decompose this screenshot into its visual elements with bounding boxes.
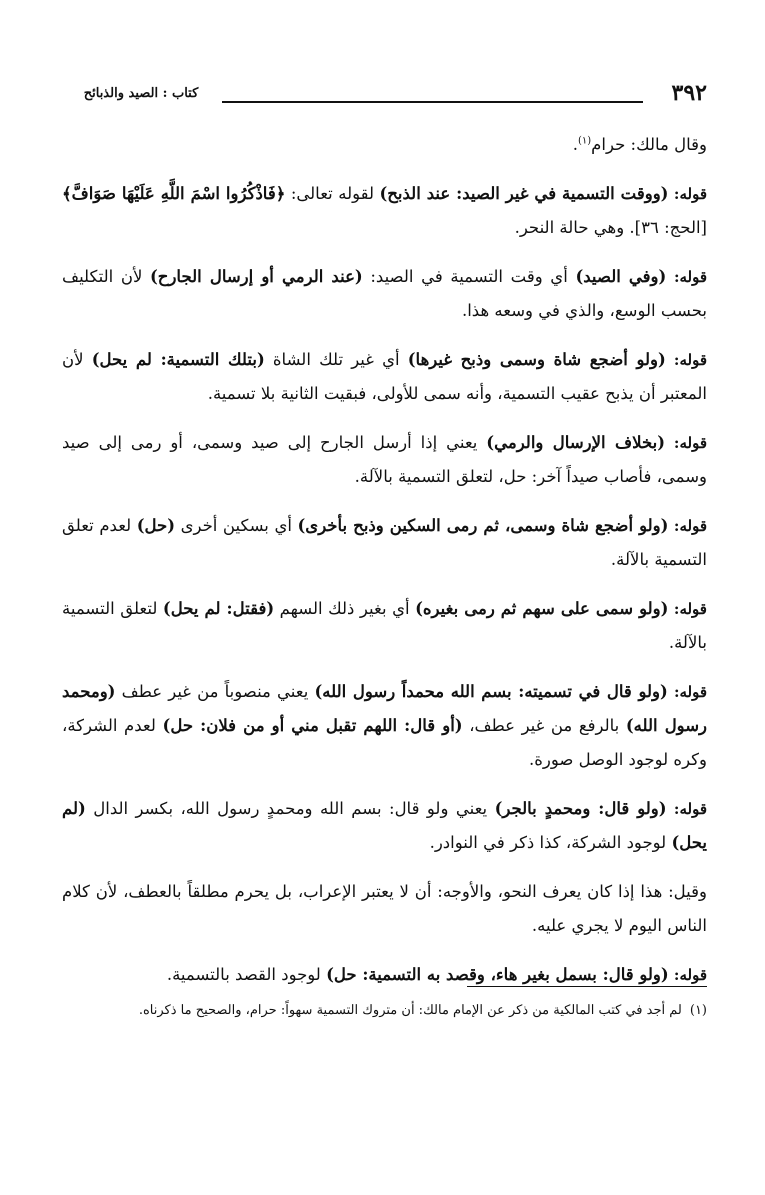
qawluhu-label: قوله: <box>667 683 708 701</box>
paragraph <box>62 426 707 494</box>
paragraph <box>62 792 707 860</box>
quoted-text: (فقتل: لم يحل) <box>162 599 275 618</box>
page-body <box>62 128 707 1007</box>
footnote-reference: (١) <box>577 135 592 147</box>
quoted-text: (وفي الصيد) <box>575 267 667 286</box>
quran-verse: ﴿فَاذْكُرُوا اسْمَ اللَّهِ عَلَيْهَا صَوَافَّ﴾ <box>62 184 286 203</box>
paragraph <box>62 128 707 162</box>
footnote-marker: (١) <box>689 1003 707 1018</box>
commentary-text: أي بسكين أخرى <box>175 516 298 535</box>
commentary-text: يعني ولو قال: بسم الله ومحمدٍ رسول الله، بكسر الدال <box>85 799 495 818</box>
quoted-text: (عند الرمي أو إرسال الجارح) <box>150 267 363 286</box>
paragraph <box>62 592 707 660</box>
footnote-rule <box>467 986 707 987</box>
paragraph <box>62 177 707 245</box>
paragraph <box>62 675 707 777</box>
header-rule <box>222 101 643 103</box>
qawluhu-label: قوله: <box>666 800 708 818</box>
quoted-text: (ولو أضجع شاة وسمى، ثم رمى السكين وذبح بأخرى) <box>297 516 669 535</box>
commentary-text: لوجود الشركة، كذا ذكر في النوادر. <box>429 833 672 852</box>
paragraph <box>62 875 707 943</box>
commentary-text: يعني إذا أرسل الجارح إلى صيد وسمى، أو رمى إلى صيد وسمى، فأصاب صيداً آخر: حل، لتعلق التسمية بالآلة. <box>62 433 707 486</box>
commentary-text: لقوله تعالى: <box>285 184 380 203</box>
paragraph <box>62 260 707 328</box>
quoted-text: (ولو قال: ومحمدٍ بالجر) <box>494 799 667 818</box>
paragraph <box>62 343 707 411</box>
commentary-text: لوجود القصد بالتسمية. <box>166 965 327 984</box>
quoted-text: (لم يحل) <box>62 799 707 852</box>
footnote <box>62 998 707 1024</box>
qawluhu-label: قوله: <box>668 185 707 203</box>
quoted-text: (ولو سمى على سهم ثم رمى بغيره) <box>415 599 669 618</box>
commentary-text: لعدم تعلق التسمية بالآلة. <box>62 516 707 569</box>
quoted-text: (بتلك التسمية: لم يحل) <box>91 350 265 369</box>
quoted-text: (ووقت التسمية في غير الصيد: عند الذبح) <box>379 184 669 203</box>
qawluhu-label: قوله: <box>668 517 707 535</box>
commentary-text: أي بغير ذلك السهم <box>274 599 416 618</box>
qawluhu-label: قوله: <box>665 434 708 452</box>
commentary-text: أي وقت التسمية في الصيد: <box>362 267 576 286</box>
qawluhu-label: قوله: <box>665 351 707 369</box>
commentary-text: لأن التكليف بحسب الوسع، والذي في وسعه هذا. <box>62 267 707 320</box>
page-header <box>62 78 707 112</box>
commentary-text: . <box>572 135 578 154</box>
quoted-text: (ولو أضجع شاة وسمى وذبح غيرها) <box>407 350 666 369</box>
quoted-text: (ومحمد رسول الله) <box>62 682 707 735</box>
commentary-text: لأن المعتبر أن يذبح عقيب التسمية، وأنه سمى للأولى، فبقيت الثانية بلا تسمية. <box>62 350 707 403</box>
commentary-text: وقال مالك: حرام <box>591 135 707 154</box>
paragraph <box>62 509 707 577</box>
footnote-text: لم أجد في كتب المالكية من ذكر عن الإمام مالك: أن متروك التسمية سهواً: حرام، والصحيح ما ذكرناه. <box>138 1003 682 1018</box>
qawluhu-label: قوله: <box>668 966 707 984</box>
commentary-text: بالرفع من غير عطف، <box>462 716 626 735</box>
commentary-text: لتعلق التسمية بالآلة. <box>62 599 707 652</box>
quoted-text: (حل) <box>136 516 176 535</box>
quoted-text: (بخلاف الإرسال والرمي) <box>486 433 666 452</box>
commentary-text: وقيل: هذا إذا كان يعرف النحو، والأوجه: أن لا يعتبر الإعراب، بل يحرم مطلقاً بالعطف، لأن كلام الناس اليوم لا يجري عليه. <box>62 882 707 935</box>
qawluhu-label: قوله: <box>666 268 708 286</box>
page-number: ٣٩٢ <box>671 80 707 106</box>
quoted-text: (ولو قال: بسمل بغير هاء، وقصد به التسمية: حل) <box>326 965 669 984</box>
commentary-text: [الحج: ٣٦]. وهي حالة النحر. <box>514 218 707 237</box>
quoted-text: (أو قال: اللهم تقبل مني أو من فلان: حل) <box>162 716 463 735</box>
commentary-text: أي غير تلك الشاة <box>264 350 408 369</box>
commentary-text: يعني منصوباً من غير عطف <box>115 682 315 701</box>
book-title: كتاب : الصيد والذبائح <box>83 86 199 101</box>
quoted-text: (ولو قال في تسميته: بسم الله محمداً رسول الله) <box>314 682 668 701</box>
qawluhu-label: قوله: <box>668 600 707 618</box>
commentary-text: لعدم الشركة، وكره لوجود الوصل صورة. <box>62 716 707 769</box>
